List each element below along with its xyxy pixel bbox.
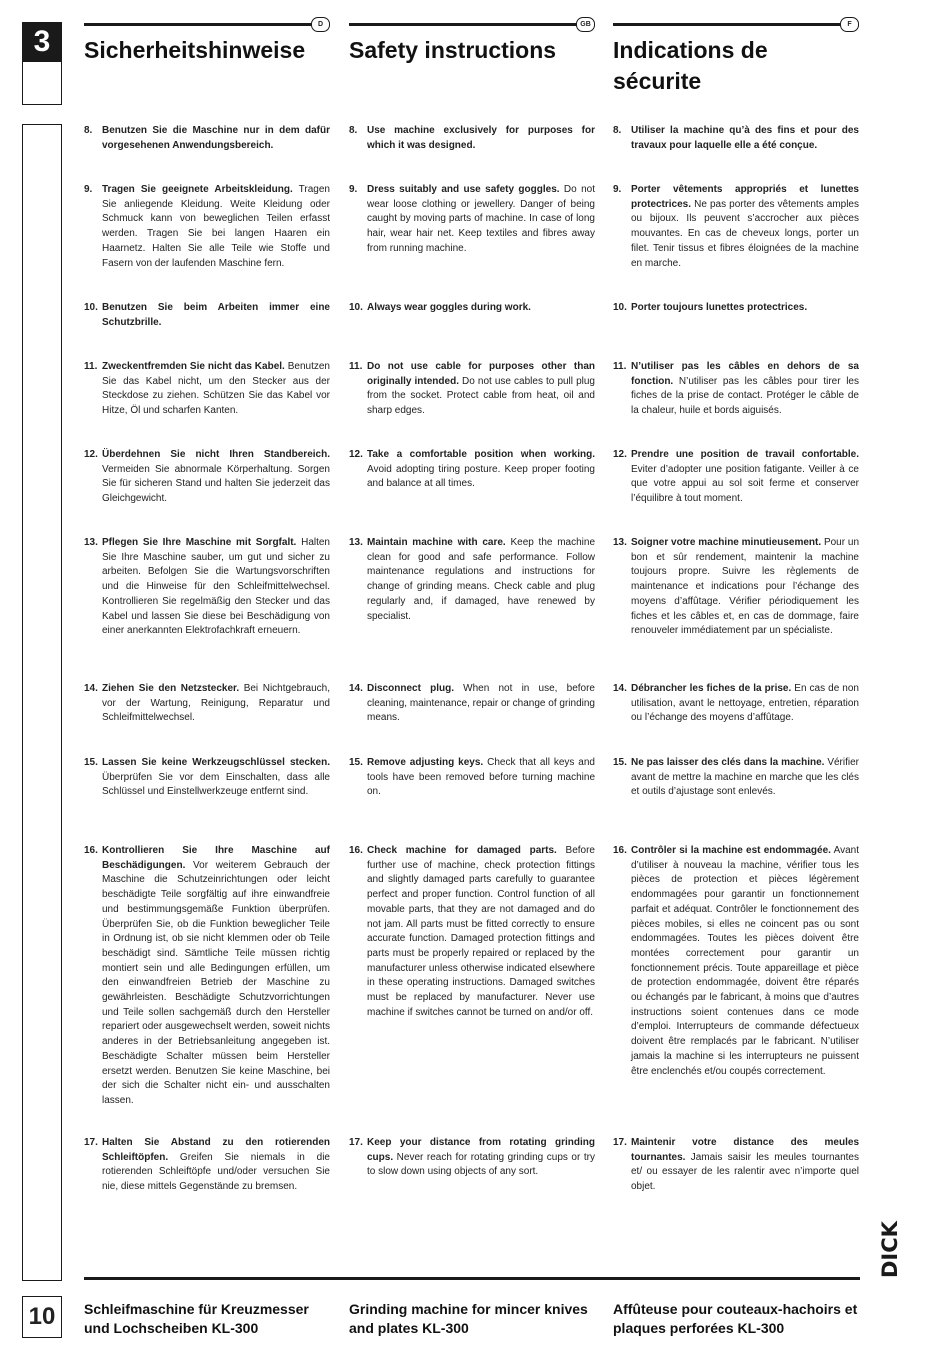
item-number: 10. (84, 302, 98, 313)
item-number: 13. (349, 537, 363, 548)
item-body: Keep the machine clean for good and safe performance. Follow maintenance regulations and instructions for change of grinding means. Check cable and plug regularly and, if damaged, have renewed by specialist. (367, 537, 596, 622)
item-body: Never reach for rotating grinding cups or try to slow down using objects of any sort. (367, 1151, 595, 1178)
item-body: N’utiliser pas les câbles pour tirer les fiches de la prise de contact. Protéger le câble de la chaleur, huile et bords aiguisés. (631, 375, 859, 417)
item-text (631, 183, 859, 271)
item-heading: Use machine exclusively for purposes for which it was designed. (367, 125, 595, 151)
item-body: En cas de non utilisation, avant le nettoyage, entretien, réparation ou l’échange des moyens d’affûtage. (631, 683, 859, 724)
item-heading: N’utiliser pas les câbles en dehors de sa fonction. (631, 361, 859, 387)
item-text (367, 183, 595, 257)
item-heading: Soigner votre machine minutieusement. (631, 537, 822, 548)
item-text (102, 844, 330, 1109)
item-body: Do not wear loose clothing or jewellery. Danger of being caught by moving parts of machine. In case of long hair, wear hair net. Keep textiles and fibres away from running machine. (367, 184, 595, 254)
item-text (102, 756, 330, 800)
instruction-item-fr (613, 183, 859, 271)
item-body: Überprüfen Sie vor dem Einschalten, dass alle Schlüssel und Einstellwerkzeuge entfernt sind. (102, 771, 330, 798)
item-body: Before further use of machine, check protection fittings and slightly damaged parts carefully to guarantee perfect and proper function. Control function of all movable parts, that they are not damaged and do not jam. All parts must be fitted correctly to ensure accurate function. Damaged protection fittings and parts must be properly repaired or replaced by the manufacturer unless otherwise indicated elsewhere in these operating instructions. Damaged switches must be replaced by manufacturer. Never use machine if switches cannot be turned on and/or off. (367, 845, 595, 1018)
item-number: 9. (349, 184, 358, 195)
instruction-item-de (84, 1136, 330, 1195)
item-heading: Dress suitably and use safety goggles. (367, 184, 560, 195)
side-frame (22, 124, 62, 1281)
item-body: Vermeiden Sie abnormale Körperhaltung. Sorgen Sie für sicheren Stand und halten Sie jederzeit das Gleichgewicht. (102, 463, 330, 505)
instruction-item-fr (613, 682, 859, 726)
item-heading: Benutzen Sie die Maschine nur in dem dafür vorgesehenen Anwendungsbereich. (102, 125, 330, 151)
column-header-de (84, 20, 330, 66)
item-heading: Ne pas laisser des clés dans la machine. (631, 757, 825, 768)
item-number: 11. (349, 361, 363, 372)
item-number: 9. (613, 184, 622, 195)
item-body: Do not use cables to pull plug from the socket. Protect cable from heat, oil and sharp edges. (367, 375, 595, 417)
item-heading: Keep your distance from rotating grinding cups. (367, 1137, 595, 1163)
language-badge-en: GB (576, 17, 595, 32)
chapter-number: 3 (22, 22, 62, 62)
item-number: 17. (613, 1137, 627, 1148)
item-heading: Always wear goggles during work. (367, 302, 531, 313)
item-text (102, 183, 330, 271)
item-text (367, 844, 595, 1020)
item-text (102, 124, 330, 153)
item-number: 10. (349, 302, 363, 313)
item-heading: Benutzen Sie beim Arbeiten immer eine Schutzbrille. (102, 302, 330, 328)
instruction-item-de (84, 124, 330, 153)
item-body: When not in use, before cleaning, maintenance, repair or change of grinding means. (367, 683, 595, 724)
item-heading: Pflegen Sie Ihre Maschine mit Sorgfalt. (102, 537, 297, 548)
item-number: 11. (84, 361, 98, 372)
item-number: 8. (613, 125, 622, 136)
item-number: 13. (84, 537, 98, 548)
instruction-item-fr (613, 360, 859, 419)
logo-text: DICK (878, 1221, 902, 1278)
item-text (631, 682, 859, 726)
item-heading: Porter vêtements appropriés et lunettes protectrices. (631, 184, 859, 210)
item-body: Pour un bon et sûr rendement, maintenir la machine toujours propre. Suivre les règlements de maintenance et indications pour l’échange des moyens d’affûtage. Vérifier périodiquement les fiches et les câbles et, en cas de dommage, faire renouveler immédiatement par un spécialiste. (631, 537, 859, 637)
item-number: 9. (84, 184, 93, 195)
item-heading: Do not use cable for purposes other than originally intended. (367, 361, 595, 387)
instruction-item-de (84, 682, 330, 726)
item-body: Benutzen Sie das Kabel nicht, um den Stecker aus der Steckdose zu ziehen. Schützen Sie das Kabel vor Hitze, Öl und scharfen Kanten. (102, 361, 330, 417)
item-heading: Maintenir votre distance des meules tournantes. (631, 1137, 859, 1163)
instruction-item-fr (613, 124, 859, 153)
item-text (367, 360, 595, 419)
item-body: Eviter d’adopter une position fatigante. Veiller à ce que votre appui au sol soit ferme et conserver l’équilibre à tout moment. (631, 463, 859, 505)
instruction-item-de (84, 448, 330, 507)
instruction-item-de (84, 360, 330, 419)
chapter-box-frame (22, 62, 62, 105)
item-number: 15. (349, 757, 363, 768)
instruction-item-fr (613, 1136, 859, 1195)
instruction-item-en (349, 360, 595, 419)
page-number: 10 (22, 1296, 62, 1338)
item-body: Bei Nichtgebrauch, vor der Wartung, Reinigung, Reparatur und Schleifmittelwechsel. (102, 683, 330, 724)
column-title-de: Sicherheitshinweise (84, 37, 306, 63)
item-number: 12. (613, 449, 627, 460)
item-number: 10. (613, 302, 627, 313)
item-number: 13. (613, 537, 627, 548)
instruction-item-de (84, 183, 330, 271)
item-text (631, 756, 859, 800)
instruction-item-en (349, 756, 595, 800)
language-badge-de: D (311, 17, 330, 32)
item-text (367, 1136, 595, 1180)
item-body: Ne pas porter des vêtements amples ou bijoux. Ils peuvent s’accrocher aux pièces mouvantes. En cas de cheveux longs, porter un filet. Tenir tissus et fibres éloignées de la machine en marche. (631, 198, 859, 269)
item-heading: Prendre une position de travail confortable. (631, 449, 859, 460)
item-number: 17. (84, 1137, 98, 1148)
instruction-item-de (84, 536, 330, 639)
item-text (102, 1136, 330, 1195)
item-text (102, 536, 330, 639)
column-title-fr: Indications de sécurite (613, 37, 768, 94)
column-title-en: Safety instructions (349, 37, 557, 63)
item-text (631, 844, 859, 1079)
item-text (631, 301, 859, 316)
instruction-item-fr (613, 844, 859, 1079)
item-heading: Überdehnen Sie nicht Ihren Standbereich. (102, 449, 330, 460)
footer-title-fr: Affûteuse pour couteaux-hachoirs et plaques perforées KL-300 (613, 1301, 858, 1336)
item-heading: Kontrollieren Sie Ihre Maschine auf Beschädigungen. (102, 845, 330, 871)
instruction-item-fr (613, 756, 859, 800)
footer-rule (84, 1277, 860, 1280)
column-header-en (349, 20, 595, 66)
dick-logo (878, 1198, 902, 1280)
item-number: 12. (84, 449, 98, 460)
item-heading: Take a comfortable position when working. (367, 449, 595, 460)
footer-title-en: Grinding machine for mincer knives and plates KL-300 (349, 1301, 588, 1336)
item-heading: Tragen Sie geeignete Arbeitskleidung. (102, 184, 293, 195)
item-body: Avoid adopting tiring posture. Keep proper footing and balance at all times. (367, 463, 595, 490)
instruction-item-en (349, 124, 595, 153)
item-heading: Débrancher les fiches de la prise. (631, 683, 792, 694)
item-number: 17. (349, 1137, 363, 1148)
item-body: Vor weiterem Gebrauch der Maschine die Schutzeinrichtungen oder leicht beschädigte Teile sorgfältig auf ihre einwandfreie und bestimmungsgemäße Funktion überprüfen. Überprüfen Sie, ob die Funktion beweglicher Teile in Ordnung ist, ob sie nicht klemmen oder ob Teile beschädigt sind. Sämtliche Teile müssen richtig montiert sein und alle Bedingungen erfüllen, um den einwandfreien Betrieb der Maschine zu gewährleisten. Beschädigte Schutzvorrichtungen und Teile sollen sachgemäß durch den Hersteller repariert oder ausgewechselt werden, soweit nichts anderes in der Betriebsanleitung angegeben ist. Beschädigte Schalter müssen beim Hersteller ersetzt werden. Benutzen Sie keine Maschine, bei der sich die Schalter nicht ein- und ausschalten lassen. (102, 859, 330, 1106)
item-text (367, 448, 595, 492)
item-number: 11. (613, 361, 627, 372)
instruction-item-de (84, 844, 330, 1109)
instruction-item-en (349, 536, 595, 624)
item-text (367, 682, 595, 726)
header-rule (84, 23, 316, 26)
item-number: 15. (84, 757, 98, 768)
instruction-item-en (349, 183, 595, 257)
item-heading: Maintain machine with care. (367, 537, 506, 548)
item-heading: Halten Sie Abstand zu den rotierenden Schleiftöpfen. (102, 1137, 330, 1163)
item-heading: Lassen Sie keine Werkzeugschlüssel stecken. (102, 757, 330, 768)
instruction-item-de (84, 301, 330, 330)
item-number: 8. (84, 125, 93, 136)
item-heading: Disconnect plug. (367, 683, 454, 694)
instruction-item-fr (613, 448, 859, 507)
item-number: 14. (613, 683, 627, 694)
item-text (367, 756, 595, 800)
item-body: Halten Sie Ihre Maschine sauber, um gut und sicher zu arbeiten. Befolgen Sie die Wartungsvorschriften und die Hinweise für den Schleifmittelwechsel. Kontrollieren Sie regelmäßig den Stecker und das Kabel und lassen Sie diese bei Beschädigung von einer anerkannten Elektrofachkraft erneuern. (102, 537, 330, 637)
item-text (367, 301, 595, 316)
item-text (631, 360, 859, 419)
header-rule (349, 23, 581, 26)
item-text (631, 448, 859, 507)
item-heading: Ziehen Sie den Netzstecker. (102, 683, 240, 694)
footer-title-de: Schleifmaschine für Kreuzmesser und Lochscheiben KL-300 (84, 1301, 309, 1336)
instruction-item-en (349, 682, 595, 726)
item-number: 16. (613, 845, 627, 856)
item-body: Jamais saisir les meules tournantes et/ ou essayer de les ralentir avec n’importe quel objet. (631, 1151, 859, 1193)
item-number: 12. (349, 449, 363, 460)
instruction-item-en (349, 844, 595, 1020)
item-text (631, 124, 859, 153)
item-body: Check that all keys and tools have been removed before turning machine on. (367, 757, 595, 798)
item-text (367, 536, 595, 624)
item-number: 14. (349, 683, 363, 694)
item-text (631, 1136, 859, 1195)
instruction-item-fr (613, 536, 859, 639)
item-heading: Contrôler si la machine est endommagée. (631, 845, 831, 856)
item-text (102, 360, 330, 419)
item-number: 15. (613, 757, 627, 768)
instruction-item-de (84, 756, 330, 800)
item-text (631, 536, 859, 639)
instruction-item-en (349, 301, 595, 316)
item-heading: Porter toujours lunettes protectrices. (631, 302, 808, 313)
instruction-item-fr (613, 301, 859, 316)
item-heading: Utiliser la machine qu’à des fins et pour des travaux pour laquelle elle a été conçue. (631, 125, 859, 151)
item-text (102, 448, 330, 507)
instruction-item-en (349, 1136, 595, 1180)
item-heading: Check machine for damaged parts. (367, 845, 557, 856)
item-heading: Remove adjusting keys. (367, 757, 484, 768)
item-body: Tragen Sie anliegende Kleidung. Weite Kleidung oder Schmuck kann von beweglichen Teilen erfasst werden. Tragen Sie bei langen Haaren ein Haarnetz. Halten Sie alle Teile wie Stoffe und Fasern von der laufenden Maschine fern. (102, 184, 330, 269)
item-number: 8. (349, 125, 358, 136)
column-header-fr (613, 20, 859, 97)
item-number: 16. (84, 845, 98, 856)
item-text (367, 124, 595, 153)
item-text (102, 301, 330, 330)
header-rule (613, 23, 845, 26)
item-body: Avant d’utiliser à nouveau la machine, vérifier tous les pièces de protection et pièces légèrement endommagées pour garantir un fonctionnement parfait et adéquat. Contrôler le fonctionnement des pièces mobiles, si elles ne coincent pas ou sont endommagées. Toutes les pièces doivent être montées correctement pour garantir un fonctionnement précis. Toute appareillage et pièce de protection endommagée, doivent être réparés ou échangés par le fabricant, à moins que d’autres instructions soient contenues dans ce mode d’emploi. Interrupteurs de commande défectueux doivent être remplacés par le fabricant. N’utiliser jamais la machine si les interrupteurs ne puissent être enclenchés et/ou coupés correctement. (631, 845, 859, 1077)
instruction-item-en (349, 448, 595, 492)
item-text (102, 682, 330, 726)
item-heading: Zweckentfremden Sie nicht das Kabel. (102, 361, 285, 372)
item-body: Greifen Sie niemals in die rotierenden Schleiftöpfe und/oder versuchen Sie nie, diese mittels Gegenstände zu bremsen. (102, 1151, 330, 1193)
item-body: Vérifier avant de mettre la machine en marche que les clés et outils d’ajustage sont enlevés. (631, 757, 860, 798)
language-badge-fr: F (840, 17, 859, 32)
item-number: 14. (84, 683, 98, 694)
item-number: 16. (349, 845, 363, 856)
